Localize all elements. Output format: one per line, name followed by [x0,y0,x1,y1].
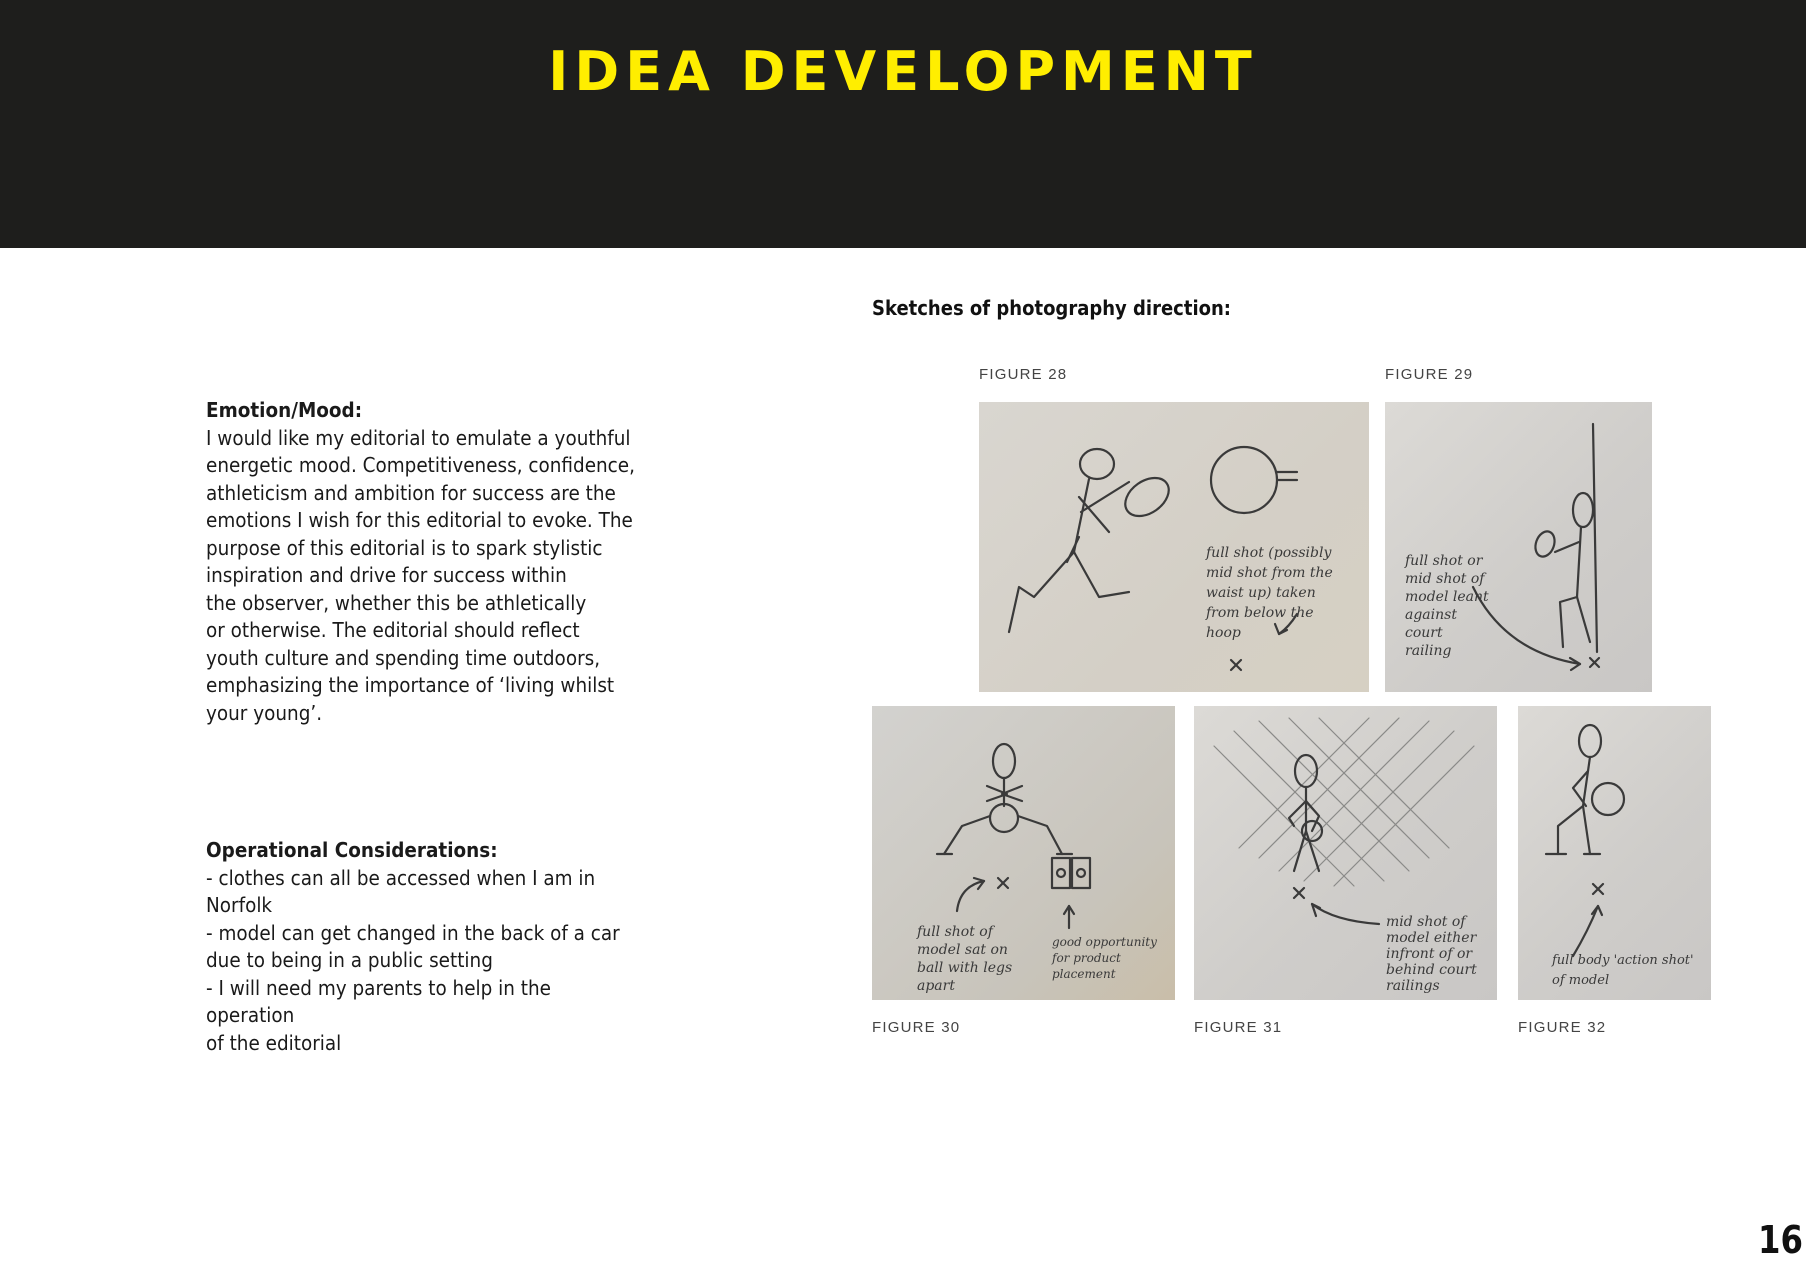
figure-30-note-line: apart [917,978,955,994]
figure-30-label: FIGURE 30 [872,1019,961,1036]
figure-32-label: FIGURE 32 [1518,1019,1607,1036]
figure-28-note-line: mid shot from the [1206,565,1333,581]
figure-28-sketch [979,402,1369,692]
figure-29-note [1404,553,1493,659]
figure-28-note-line: from below the [1206,605,1314,621]
figure-30-product-note-line: for product [1052,951,1121,965]
figure-32-note [1551,953,1698,988]
figure-28-drawing [979,402,1369,692]
figure-30-product-note [1051,935,1161,981]
figure-28-note-line: hoop [1206,625,1241,641]
figure-31-note [1386,914,1481,994]
operational-considerations-heading: Operational Considerations: [206,838,498,862]
figure-29-note-line: mid shot of [1405,571,1485,587]
figure-28-note-line: waist up) taken [1206,585,1316,601]
figure-31-sketch [1194,706,1497,1000]
figure-30-drawing [872,706,1175,1000]
emotion-mood-block [206,397,638,727]
figure-32-drawing [1518,706,1711,1000]
sketches-heading: Sketches of photography direction: [872,296,1232,320]
figure-30-note-line: full shot of [917,924,993,940]
figure-31-note-line: model either [1386,930,1477,946]
figure-28-note [1205,545,1337,641]
figure-31-label: FIGURE 31 [1194,1019,1283,1036]
emotion-mood-heading: Emotion/Mood: [206,398,363,422]
figure-28-label: FIGURE 28 [979,366,1068,383]
emotion-mood-text: I would like my editorial to emulate a youthful energetic mood. Competitiveness, confidence, athleticism and ambition for success are the emotions I wish for this editorial to evoke. The purpose of this editorial is to spark stylistic inspiration and drive for success within the observer, whether this be athletically or otherwise. The editorial should reflect youth culture and spending time outdoors, emphasizing the importance of ‘living whilst your young’. [206,425,635,725]
figure-30-note [916,924,1017,994]
figure-29-note-line: model leant [1405,589,1489,605]
page-number: 16 [1758,1218,1803,1262]
page-title: IDEA DEVELOPMENT [548,40,1258,103]
figure-30-product-note-line: placement [1052,967,1116,981]
header-bar [0,0,1806,248]
figure-31-drawing [1194,706,1497,1000]
figure-29-note-line: court [1405,625,1443,641]
figure-30-sketch [872,706,1175,1000]
figure-30-note-line: model sat on [917,942,1008,958]
figure-31-note-line: infront of or [1386,946,1473,962]
figure-29-note-line: full shot or [1405,553,1483,569]
figure-29-sketch [1385,402,1652,692]
operational-considerations-text: - clothes can all be accessed when I am in Norfolk - model can get changed in the back of a car due to being in a public setting - I will need my parents to help in the operation of the editorial [206,865,620,1055]
figure-30-product-note-line: good opportunity [1052,935,1157,949]
figure-31-note-line: mid shot of [1386,914,1466,930]
figure-29-drawing [1385,402,1652,692]
figure-29-note-line: railing [1405,643,1452,659]
figure-31-note-line: railings [1386,978,1440,994]
figure-28-note-line: full shot (possibly [1206,545,1332,561]
figure-30-note-line: ball with legs [917,960,1013,976]
operational-considerations-block [206,837,638,1057]
figure-32-note-line: of model [1552,973,1610,988]
figure-31-note-line: behind court [1386,962,1477,978]
figure-29-label: FIGURE 29 [1385,366,1474,383]
figure-29-note-line: against [1405,607,1457,623]
figure-32-note-line: full body 'action shot' [1552,953,1694,968]
figure-32-sketch [1518,706,1711,1000]
